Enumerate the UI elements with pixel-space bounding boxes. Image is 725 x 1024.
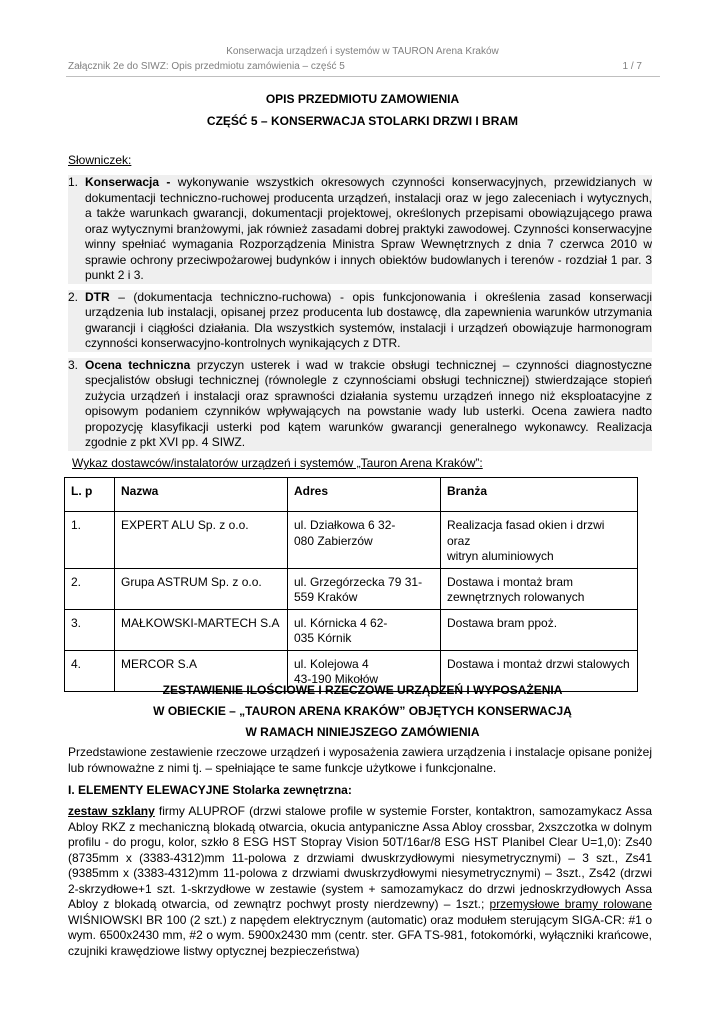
table-header-row: [65, 478, 638, 512]
header-title: Konserwacja urządzeń i systemów w TAURON Arena Kraków: [226, 46, 499, 57]
summary-title-2: W OBIECKIE – „TAURON ARENA KRAKÓW” OBJĘTYCH KONSERWACJĄ: [153, 704, 572, 718]
header-page-number: 1 / 7: [622, 61, 642, 72]
glossary-item-number: 2.: [68, 289, 79, 304]
branch-line: Dostawa i montaż bram: [447, 574, 574, 589]
glossary-heading-text: Słowniczek:: [68, 153, 132, 167]
glossary-list: [68, 175, 652, 451]
cell-branch: [441, 512, 638, 569]
address-line: ul. Kolejowa 4: [294, 656, 369, 671]
branch-line: witryn aluminiowych: [447, 549, 554, 563]
cell-lp: 1.: [65, 512, 115, 569]
cell-address: [288, 568, 441, 609]
address-line: ul. Kórnicka 4 62-: [294, 615, 388, 630]
summary-title-1: ZESTAWIENIE ILOŚCIOWE I RZECZOWE URZĄDZEŃ I WYPOSAŻENIA: [162, 683, 563, 697]
cell-lp: 2.: [65, 568, 115, 609]
glossary-item-number: 1.: [68, 175, 79, 189]
branch-line: Realizacja fasad okien i drzwi oraz: [447, 518, 605, 548]
col-header-name: Nazwa: [115, 478, 288, 512]
glossary-item-konserwacja: [68, 175, 652, 284]
branch-line: Dostawa i montaż drzwi stalowych: [447, 656, 630, 671]
header-divider: [66, 76, 660, 77]
cell-name: MERCOR S.A: [115, 650, 288, 691]
glossary-definition: przyczyn usterek i wad w trakcie obsługi technicznej – czynności diagnostyczne specjalistów obsługi technicznej (równolegle z czynnościami obsługi technicznej) stwierdzające stopień zużycia urządzeń i instalacji oraz sprawności działania systemu urządzeń innego niż eksploatacyjne z opisowym podaniem czynników wpływających na powstanie wady lub usterki. Ocena zawiera nadto propozycję klasyfikacji usterki pod kątem warunków gwarancji generalnego wykonawcy. Realizacja zgodnie z pkt XVI pp. 4 SIWZ.: [85, 357, 652, 449]
address-line: 43-190 Mikołów: [294, 672, 379, 686]
vendors-caption-text: Wykaz dostawców/instalatorów urządzeń i systemów „Tauron Arena Kraków”:: [72, 456, 483, 470]
cell-name: EXPERT ALU Sp. z o.o.: [115, 512, 288, 569]
cell-branch: [441, 609, 638, 650]
address-line: 080 Zabierzów: [294, 533, 373, 548]
doc-title: OPIS PRZEDMIOTU ZAMOWIENIA: [265, 92, 460, 106]
table-row: [65, 512, 638, 569]
cell-lp: 3.: [65, 609, 115, 650]
vendors-table: [64, 477, 638, 692]
summary-intro: Przedstawione zestawienie rzeczowe urządzeń i wyposażenia zawiera urządzenia i instalacje opisane poniżej lub równoważne z nimi tj. – spełniające te same funkcje użytkowe i funkcjonalne.: [68, 745, 652, 775]
cell-name: Grupa ASTRUM Sp. z o.o.: [115, 568, 288, 609]
branch-line: Dostawa bram ppoż.: [447, 615, 558, 630]
address-line: ul. Działkowa 6 32-: [294, 518, 396, 532]
glossary-term: DTR: [85, 289, 110, 304]
section-heading: I. ELEMENTY ELEWACYJNE Stolarka zewnętrzna:: [68, 783, 352, 797]
cell-address: [288, 512, 441, 569]
glossary-definition: wykonywanie wszystkich okresowych czynności konserwacyjnych, przewidzianych w dokumentacji techniczno-ruchowej producenta urządzeń, instalacji oraz w jego zaleceniach i wytycznych, a także warunkach gwarancji, dokumentacji projektowej, określonych przepisami obowiązującego prawa oraz wytycznymi branżowymi, jak również zasadami dobrej praktyki zawodowej. Czynności konserwacyjne winny spełniać wymagania Rozporządzenia Ministra Spraw Wewnętrznych z dnia 7 czerwca 2010 w sprawie ochrony przeciwpożarowej budynków i innych obiektów budowlanych i terenów - rozdział 1 par. 3 punkt 2 i 3.: [85, 175, 652, 282]
branch-line: zewnętrznych rolowanych: [447, 590, 585, 604]
address-line: ul. Grzegórzecka 79 31-: [294, 574, 423, 589]
address-line: 035 Kórnik: [294, 631, 352, 645]
col-header-branch: Branża: [441, 478, 638, 512]
glossary-item-number: 3.: [68, 357, 79, 372]
table-row: [65, 609, 638, 650]
col-header-lp: L. p: [65, 478, 115, 512]
cell-address: [288, 609, 441, 650]
cell-branch: [441, 568, 638, 609]
summary-title-3: W RAMACH NINIEJSZEGO ZAMÓWIENIA: [245, 725, 480, 739]
item-text: WIŚNIOWSKI BR 100 (2 szt.) z napędem elektrycznym (automatic) oraz modułem sterującym SIGA-CR: #1 o wym. 6500x2430 mm, #2 o wym. 5900x2430 mm (centr. ster. GFA TS-981, fotokomórki, wyłączniki krańcowe, czujniki krawędziowe listwy optycznej bezpieczeństwa): [68, 912, 652, 958]
cell-lp: 4.: [65, 650, 115, 691]
item-label: zestaw szklany: [68, 804, 155, 818]
glossary-definition: – (dokumentacja techniczno-ruchowa) - opis funkcjonowania i określenia zasad konserwacji urządzenia lub instalacji, opisanej przez producenta lub dostawcę, dla zapewnienia warunków utrzymania gwarancji i ciągłości działania. Dla wszystkich systemów, instalacji i urządzeń obowiązuje harmonogram czynności konserwacyjno-kontrolnych wynikających z DTR.: [85, 289, 652, 350]
item-label: przemysłowe bramy rolowane: [489, 897, 652, 911]
glossary-heading: [68, 153, 652, 169]
vendors-caption: [72, 456, 656, 472]
glossary-term: Ocena techniczna: [85, 357, 191, 372]
cell-name: MAŁKOWSKI-MARTECH S.A: [115, 609, 288, 650]
glossary-term: Konserwacja -: [85, 175, 171, 189]
glossary-item-dtr: [68, 290, 652, 352]
table-row: [65, 568, 638, 609]
item-text: firmy ALUPROF (drzwi stalowe profile w systemie Forster, kontaktron, samozamykacz Assa Abloy RKZ z mechaniczną blokadą otwarcia, okucia antypaniczne Assa Abloy crossbar, 2xszczotka w dolnym profilu - do progu, kolor, szkło 8 ESG HST Stopray Vision 50T/16ar/8 ESG HST Planibel Clear U=1,0): Zs40 (8735mm x (3383-4312)mm 11-polowa z drzwiami dwuskrzydłowymi niesymetrycznymi) – 3 szt., Zs41 (9385mm x (3383-4312)mm 11-polowa z drzwiami dwuskrzydłowymi niesymetrycznymi) – 3szt., Zs42 (drzwi 2-skrzydłowe+1 szt. 1-skrzydłowe w zestawie (system + samozamykacz do drzwi jednoskrzydłowych Assa Abloy z blokadą otwarcia, od zewnątrz pochwyt prosty nierdzewny) – 1szt.;: [68, 804, 652, 911]
header-attachment: Załącznik 2e do SIWZ: Opis przedmiotu zamówienia – część 5: [68, 61, 345, 72]
doc-subtitle: CZĘŚĆ 5 – KONSERWACJA STOLARKI DRZWI I BRAM: [206, 114, 519, 128]
glossary-item-ocena: [68, 358, 652, 451]
col-header-address: Adres: [288, 478, 441, 512]
section-paragraph: [68, 804, 652, 959]
address-line: 559 Kraków: [294, 590, 358, 604]
